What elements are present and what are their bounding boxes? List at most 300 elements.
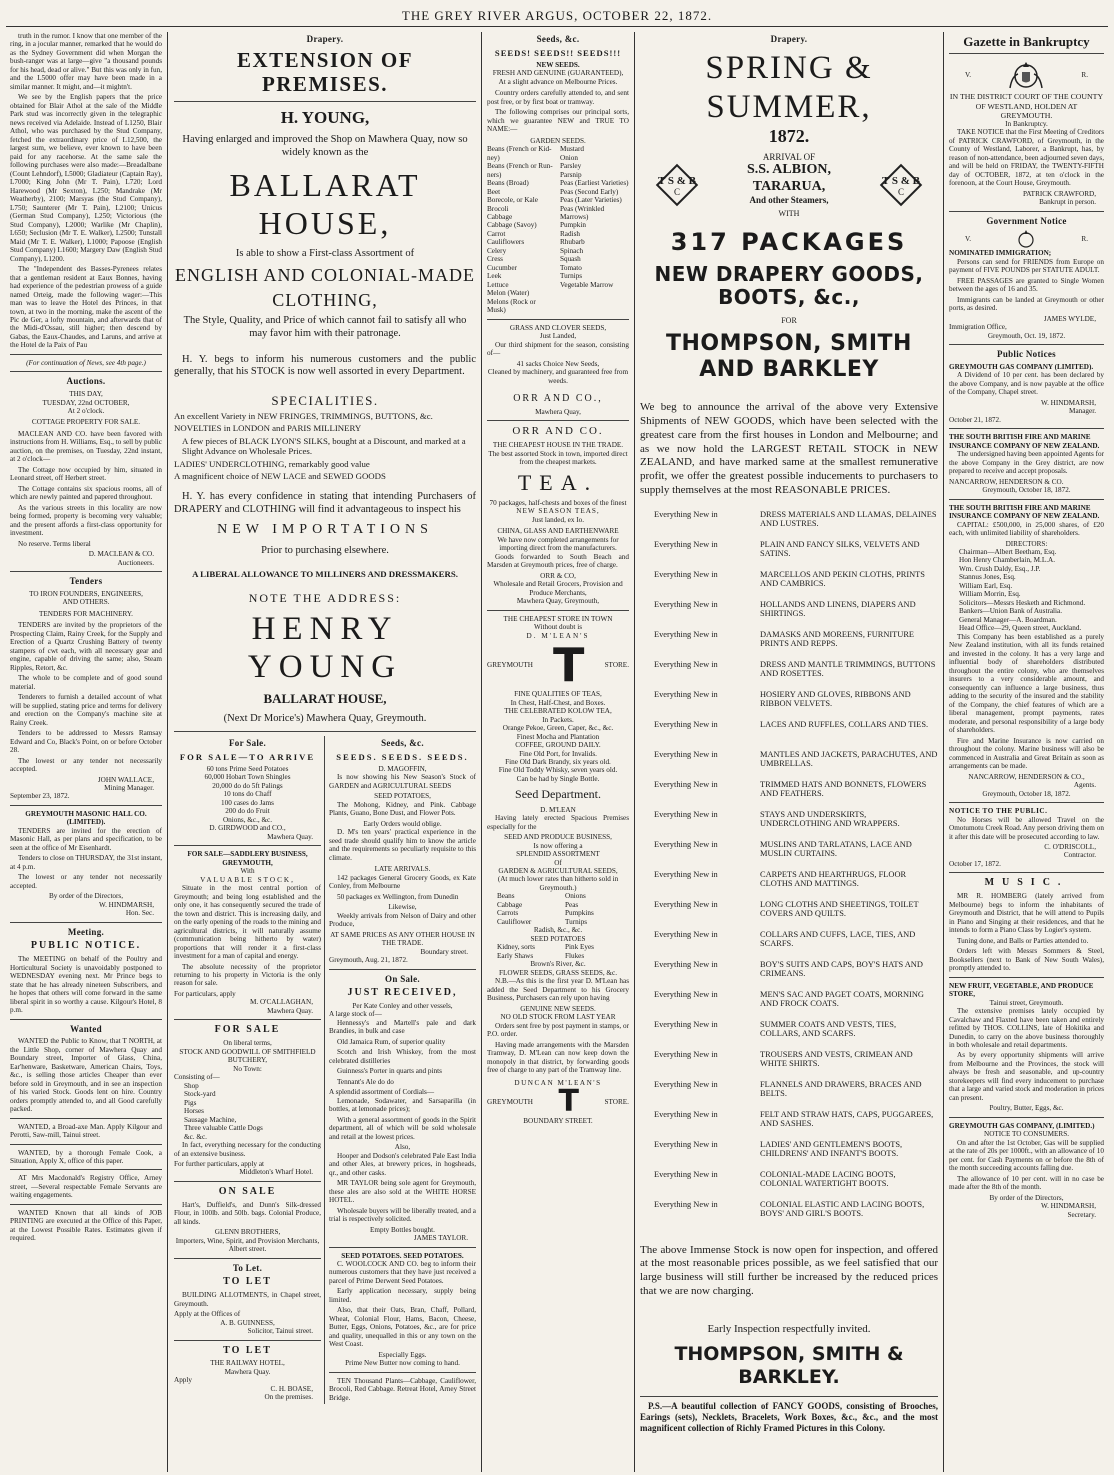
goods-list — [640, 510, 938, 1226]
divider — [487, 610, 629, 611]
text-line: Greymouth, October 18, 1872. — [982, 486, 1071, 495]
divider — [949, 872, 1104, 873]
text-line: Onions, &c., &c. — [222, 815, 273, 824]
text-line: Fine Old Toddy Whisky, seven years old. — [498, 766, 618, 775]
text-line: In Chest, Half-Chest, and Boxes. — [510, 698, 606, 707]
divider — [949, 428, 1104, 429]
text-line: TAKE NOTICE that the First Meeting of Creditors of PATRICK CRAWFORD, of Greymouth, in the County of Westland, Laborer, a Bankrupt, has, by reason of non-attendance, been adjourned seven days, and will be held on FRIDAY, the TWENTY-FIFTH day of OCTOBER, 1872, at ten o'clock in the forenoon, at the Court House, Greymouth. — [949, 128, 1104, 188]
text-line: GREYMOUTH GAS COMPANY (LIMITED). — [949, 362, 1094, 371]
text-line: Brown's River, &c. — [530, 960, 586, 969]
text-line: Mawhera Quay. — [267, 1006, 313, 1015]
announcement-paragraph: We beg to announce the arrival of the above very Extensive Shipments of NEW GOODS, which have been selected with the greatest care from the first houses in London and Melbourne; and as we now hold the LARGEST RETAIL STOCK in NEW ZEALAND, and have marked same at the smallest remunerative profit, we offer the greatest possible inducements to purchasers to supply themselves at the most REASONABLE PRICES. — [640, 401, 938, 496]
text-line: Pumpkin — [560, 221, 586, 230]
text-line: V. — [965, 71, 972, 80]
text-line: Just landed, ex Io. — [531, 515, 585, 524]
text-line: T S & B — [657, 175, 696, 188]
text-line: Manager. — [1069, 407, 1096, 416]
text-line: A splendid assortment of Cordials— — [329, 1088, 435, 1097]
text-line: Radish — [560, 229, 580, 238]
arrival-block — [640, 152, 938, 219]
tender-ad — [10, 590, 162, 801]
column-divider — [167, 32, 168, 1472]
text-line: Poultry, Butter, Eggs, &c. — [989, 1104, 1064, 1113]
text-line: Carrots — [497, 909, 519, 918]
text-line: Cleaned by machinery, and guaranteed free from weeds. — [487, 368, 629, 385]
text-line: Cress — [487, 255, 503, 264]
text-line: 100 cases do Jams — [221, 798, 274, 807]
text-line: FOR SALE—TO ARRIVE — [179, 751, 316, 762]
new-importations-headline: NEW IMPORTATIONS — [217, 522, 433, 538]
classified-two-col — [174, 736, 476, 1404]
text-line: NOTICE TO CONSUMERS. — [984, 1130, 1069, 1139]
text-line: Lemonade, Sodawater, and Sarsaparilla (in bottles, at lemonade prices); — [329, 1096, 476, 1114]
text-line: (At much lower rates than hitherto sold in Greymouth.) — [497, 875, 619, 892]
text-line: BUILDING ALLOTMENTS, in Chapel street, Greymouth. — [174, 1291, 321, 1308]
text-line: M. O'CALLAGHAN, — [250, 998, 313, 1007]
text-line: Just Landed, — [539, 332, 577, 341]
text-line: Per Kate Conley and other vessels, — [352, 1001, 453, 1010]
text-line: IN THE DISTRICT COURT OF THE COUNTY OF WESTLAND, HOLDEN AT GREYMOUTH. — [949, 92, 1104, 120]
text-line: Early Orders would oblige. — [363, 819, 442, 828]
column-drapery-tsb — [636, 32, 942, 1472]
list-item — [640, 1170, 938, 1196]
sale-list — [174, 765, 321, 824]
text-line: Of — [554, 858, 562, 867]
text-line: With a general assortment of goods in the Spirit department, all of which will be sold wholesale and retail at the lowest prices. — [329, 1115, 476, 1141]
specialities-heading: SPECIALITIES. — [271, 392, 379, 408]
text-line: The lowest or any tender not necessarily accepted. — [10, 873, 162, 890]
text-line: No reserve. Terms liberal — [18, 539, 91, 548]
text-line: D. M'LEAN'S — [526, 631, 590, 640]
text-line: LACES AND RUFFLES, COLLARS AND TIES. — [760, 719, 929, 729]
text-line: COLONIAL-MADE LACING BOOTS, COLONIAL WATERTIGHT BOOTS. — [760, 1169, 896, 1189]
text-line: Agents. — [1073, 781, 1096, 790]
text-line: DRESS AND MANTLE TRIMMINGS, BUTTONS AND ROSETTES. — [760, 659, 936, 679]
text-line: The whole to be complete and of good sound material. — [10, 674, 162, 691]
spring-summer-headline: SPRING & SUMMER, — [705, 49, 873, 125]
text-line: Chairman—Albert Beetham, Esq. — [959, 548, 1057, 556]
text-line: D. M's ten years' practical experience in the seed trade should qualify him to know the article and the requirements so peculiarly requisite to this climate. — [329, 828, 476, 862]
text-line: In fact, everything necessary for the conducting of an extensive business. — [174, 1141, 321, 1158]
text-line: Beans (Broad) — [487, 179, 529, 188]
text-line: TRIMMED HATS AND BONNETS, FLOWERS AND FEATHERS. — [760, 779, 927, 799]
text-line: TROUSERS AND VESTS, CRIMEAN AND WHITE SHIRTS. — [760, 1049, 913, 1069]
text-line: The extensive premises lately occupied by Cavalchaw and Flaxted have been taken and entirely refitted by THOS. COLLINS, late of Hokitika and Dunedin, to carry on the above business thoroughly in both wholesale and retail departments. — [949, 1007, 1104, 1049]
text-line: THIS DAY, — [69, 390, 103, 399]
text-line: Leek — [487, 272, 502, 281]
text-line: NOTICE TO THE PUBLIC. — [949, 807, 1048, 816]
text-line: GREYMOUTH MASONIC HALL CO. (LIMITED). — [25, 809, 147, 827]
royal-arms-row — [949, 58, 1104, 92]
text-line: Beet — [487, 187, 501, 196]
text-line: Likewise, — [388, 903, 417, 912]
public-notice-title: PUBLIC NOTICE. — [30, 940, 142, 952]
tea-headline: TEA. — [517, 469, 599, 495]
text-line: And other Steamers, — [749, 195, 829, 206]
text-line: For further particulars, apply at — [174, 1160, 265, 1168]
text-line: As the various streets in this locality are now being formed, property is becoming very valuable; and the present affords a first-class opportunity for investment. — [10, 503, 162, 538]
section-heading-drapery: Drapery. — [306, 34, 344, 44]
text-line: Tainui street, Greymouth. — [989, 998, 1064, 1007]
list-item — [640, 1080, 938, 1106]
text-line: Everything New in — [654, 539, 718, 549]
text-line: Everything New in — [654, 1199, 718, 1209]
text-line: The best assorted Stock in town, imported direct from the cheapest markets. — [488, 449, 628, 467]
text-line: The absolute necessity of the proprietor returning to his property in Victoria is the only reason for sale. — [174, 962, 321, 988]
wanted-ad: WANTED the Public to Know, that T NORTH, at the Little Shop, corner of Mawhera Quay and Boundary street, Importer of Glass, China, Ear'henware, Basketware, American Chairs, Toys, &c., is selling those articles Cheaper than ever before sold in Greymouth, and in see an inspection of his varied Stock. Goods lent on hire. Country orders promptly attended to, and all Good carefully packed. — [10, 1037, 162, 1114]
divider — [174, 1019, 321, 1020]
text-line: Peas (Later Varieties) — [560, 196, 622, 205]
text-line: GRASS AND CLOVER SEEDS, — [509, 323, 607, 332]
list-item — [640, 720, 938, 746]
text-line: Squash — [560, 255, 581, 264]
text-line: SEEDS! SEEDS!! SEEDS!!! — [494, 47, 622, 58]
text-line: The lowest or any tender not necessarily accepted. — [10, 756, 162, 774]
text-line: No Horses will be allowed Travel on the Omotumotu Creek Road. Any person driving them on it after this date will be prosecuted according to law. — [949, 815, 1104, 841]
text-line: Hooper and Dodson's celebrated Pale East India and other Ales, at brewery prices, in hogsheads, qr., and other casks. — [329, 1151, 476, 1177]
section-heading-drapery: Drapery. — [770, 34, 808, 44]
divider — [10, 805, 162, 806]
text-line: Prior to purchasing elsewhere. — [261, 544, 389, 556]
text-line: MUSLINS AND TARLATANS, LACE AND MUSLIN CURTAINS. — [760, 839, 912, 859]
section-heading-on-sale: On Sale. — [385, 973, 420, 984]
text-line: V. — [965, 235, 972, 244]
text-line: Everything New in — [654, 659, 718, 669]
column-news-auctions — [6, 32, 166, 1472]
section-heading-meeting: Meeting. — [67, 926, 105, 937]
section-heading-seeds: Seeds, &c. — [381, 738, 424, 749]
text-line: NEW SEEDS. — [536, 60, 580, 69]
text-line: C. O'DRISCOLL, — [1044, 842, 1096, 851]
text-line: Pigs — [184, 1098, 197, 1107]
text-line: An excellent Variety in NEW FRINGES, TRIMMINGS, BUTTONS, &c. — [174, 411, 433, 422]
text-line: By order of the Directors, — [989, 1193, 1064, 1202]
text-line: 10 tons do Chaff — [223, 790, 272, 799]
divider — [329, 1372, 476, 1373]
text-line: At a slight advance on Melbourne Prices. — [498, 77, 618, 86]
text-line: Everything New in — [654, 839, 718, 849]
masthead-rule — [6, 26, 1108, 27]
text-line: Beans (French or Run-ners) — [487, 162, 553, 179]
text-line: 60,000 Hobart Town Shingles — [204, 773, 291, 782]
news-paragraph: The "Independent des Basses-Pyrenees relates that a gentleman resident at Eaux Bonnes, having had experience of the pedestrian prowess of a guide named Orteig, made the following wager:—This man was to leave the Hotel des Princes, in that town, at two in the morning, make the ascent of the Pic de Ger, a lofty mountain, and afterwards that of the Midi-d'Ossau, still higher; then descend by Gabas, the Eaux-Chaudes, and Laruns, and arrive at the Hotel de la Paix of Pau — [10, 265, 162, 350]
text-line: D. M'LEAN — [540, 805, 576, 814]
text-line: Spinach — [560, 246, 584, 255]
divider — [949, 499, 1104, 500]
text-line: LONG CLOTHS AND SHEETINGS, TOILET COVERS AND QUILTS. — [760, 899, 919, 919]
text-line: Orders left with Messrs Sommers & Steel, Booksellers (next to Bank of New South Wales), promptly attended to. — [949, 947, 1104, 973]
text-line: D. MACLEAN & CO. — [88, 550, 154, 559]
text-line: 50 packages ex Wellington, from Dunedin — [337, 892, 459, 901]
text-line: Country orders carefully attended to, and sent post free, or by first boat or tramway. — [487, 89, 629, 106]
text-line: C. WOOLCOCK AND CO. beg to inform their numerous customers that they have just received a parcel of Prime Derwent Seed Potatoes. — [329, 1260, 476, 1285]
text-line: Rhubarb — [560, 238, 585, 247]
list-item — [640, 1140, 938, 1166]
text-line: Everything New in — [654, 1049, 718, 1059]
text-line: Everything New in — [654, 779, 718, 789]
text-line: Brocoli — [487, 204, 509, 213]
tsb-headline: THOMPSON, SMITH AND BARKLEY — [666, 331, 912, 383]
gazette-heading: Gazette in Bankruptcy — [963, 34, 1090, 49]
text-line: DRESS MATERIALS AND LLAMAS, DELAINES AND LUSTRES. — [760, 509, 937, 529]
text-line: Turnips — [565, 917, 588, 926]
english-colonial-headline: ENGLISH AND COLONIAL-MADE — [175, 264, 475, 285]
stock-paragraph: The above Immense Stock is now open for inspection, and offered at the most reasonable prices possible, as we feel satisfied that our large business will still further be increased by the reduced prices that we are now charging. — [640, 1243, 938, 1297]
text-line: Middleton's Wharf Hotel. — [239, 1168, 313, 1177]
text-line: ORR & CO, — [540, 571, 576, 580]
text-line: By order of the Directors, — [48, 892, 124, 901]
text-line: Everything New in — [654, 869, 718, 879]
text-line: Mawhera Quay, Greymouth, — [516, 597, 600, 606]
text-line: Fine Old Port, for Invalids. — [519, 749, 597, 758]
text-line: DAMASKS AND MOREENS, FURNITURE PRINTS AND REPPS. — [760, 629, 915, 649]
text-line: General Manager—A. Boardman. — [959, 615, 1057, 624]
text-line: MACLEAN AND CO. have been favored with instructions from H. Williams, Esq., to sell by public auction, on the premises, on Tuesday, 22nd instant, at 2 o'clock— — [10, 429, 162, 464]
text-line: 20,000 do do 5ft Palings — [212, 781, 283, 790]
text-line: FOR SALE — [214, 1024, 281, 1036]
text-line: GENUINE NEW SEEDS. — [520, 1004, 596, 1013]
list-item — [640, 690, 938, 716]
text-line: Tennant's Ale do do — [337, 1077, 394, 1086]
text-line: Hart's, Duffield's, and Dunn's Silk-dressed Flour, in 100lb. and 50lb. bags. Colonial Produce, all kinds. — [174, 1200, 321, 1226]
divider — [949, 1117, 1104, 1118]
text-line: THE CELEBRATED KOLOW TEA, — [504, 707, 612, 716]
text-line: W. HINDMARSH, — [98, 900, 154, 909]
text-line: Melon (Water) — [487, 289, 530, 298]
divider — [10, 1019, 162, 1020]
text-line: Stannus Jones, Esq. — [959, 573, 1016, 582]
text-line: Old Jamaica Rum, of superior quality — [337, 1037, 446, 1046]
text-line: TARARUA, — [752, 178, 826, 194]
text-line: The allowance of 10 per cent. will in no case be made after the 8th of the month. — [949, 1174, 1104, 1192]
text-line: Solicitor, Tainui street. — [247, 1327, 313, 1336]
text-line: Mawhera Quay. — [224, 1367, 271, 1376]
text-line: A Dividend of 10 per cent. has been declared by the above Company, and is now payable at the office of the Company, Chapel street. — [949, 371, 1104, 397]
text-line: TENDERS are invited for the erection of Masonic Hall, as per plans and specification, to be seen at the office of Mr Eisenhardt. — [10, 826, 162, 852]
text-line: Fire and Marine Insurance is now carried on throughout the colony. Marine business will also be commenced in Australia and Great Britain as soon as arrangements can be made. — [949, 736, 1104, 771]
text-line: Everything New in — [654, 1109, 718, 1119]
text-line: Bankrupt in person. — [1039, 198, 1096, 207]
column-divider — [943, 32, 944, 1472]
text-line: William Earl, Esq. — [959, 581, 1013, 590]
text-line: Apply — [174, 1376, 192, 1385]
text-line: W. HINDMARSH, — [1040, 1202, 1096, 1211]
divider — [174, 1181, 321, 1182]
text-line: CHINA, GLASS AND EARTHENWARE — [497, 527, 619, 536]
postscript: P.S.—A beautiful collection of FANCY GOODS, consisting of Brooches, Earings (sets), Necklets, Bracelets, Work Boxes, &c., &c., and the most magnificent collection of Richly Framed Pictures in this Colony. — [640, 1401, 938, 1433]
text-line: FLANNELS AND DRAWERS, BRACES AND BELTS. — [760, 1079, 922, 1099]
henry-young-headline: HENRY YOUNG — [247, 610, 403, 686]
text-line: Cauliflowers — [487, 238, 525, 247]
text-line: Greymouth, October 18, 1872. — [982, 789, 1071, 798]
text-line: Onion — [560, 153, 578, 162]
text-line: Bankers—Union Bank of Australia. — [959, 607, 1063, 616]
h-young-name: H. YOUNG, — [280, 108, 370, 128]
text-line: C — [897, 187, 904, 198]
text-line: Peas — [565, 900, 579, 909]
text-line: Kidney, sorts — [497, 943, 535, 952]
list-item — [640, 1020, 938, 1046]
continuation-note: (For continuation of News, see 4th page.) — [26, 358, 146, 367]
section-heading-public-notices: Public Notices — [997, 349, 1056, 360]
text-line: Everything New in — [654, 929, 718, 939]
text-line: BOY'S SUITS AND CAPS, BOY'S HATS AND CRIMEANS. — [760, 959, 923, 979]
text-line: Pumpkins — [565, 909, 594, 918]
text-line: NEW SEASON TEAS, — [516, 507, 600, 516]
list-item — [640, 900, 938, 926]
text-line: Finest Mocha and Plantation — [516, 732, 600, 741]
text-line: CLOTHING, — [272, 290, 378, 311]
text-line: &c. &c. — [184, 1132, 207, 1141]
t-logo: T — [558, 1084, 579, 1120]
text-line: FLOWER SEEDS, GRASS SEEDS, &c. — [498, 968, 617, 977]
t-logo: T — [553, 638, 585, 693]
text-line: NANCARROW, HENDERSON & CO., — [968, 772, 1085, 781]
column-drapery-young — [170, 32, 480, 1472]
text-line: NOVELTIES in LONDON and PARIS MILLINERY — [174, 423, 362, 434]
text-line: Pink Eyes — [565, 943, 594, 952]
text-line: Wholesale buyers will be liberally treated, and a trial is respectively solicited. — [329, 1206, 476, 1224]
text-line: Cabbage (Savoy) — [487, 221, 537, 230]
text-line: On and after the 1st October, Gas will be supplied at the rate of 20s per 1000ft., with an allowance of 10 per cent. for Cash Payments on or before the 8th of the month succeeding accounts falling due. — [949, 1138, 1104, 1173]
text-line: BALLARAT HOUSE, — [263, 691, 387, 707]
text-line: The Mohong, Kidney, and Pink. Cabbage Plants, Guano, Bone Dust, and Flower Pots. — [329, 800, 476, 818]
text-line: CAPITAL: £500,000, in 25,000 shares, of £20 each, with unlimited liability of shareholders. — [949, 520, 1104, 538]
text-line: FREE PASSAGES are granted to Single Women between the ages of 16 and 35. — [949, 276, 1104, 294]
text-line: On the premises. — [264, 1393, 313, 1402]
text-line: Stock-yard — [184, 1090, 216, 1099]
masonic-hall-ad — [10, 810, 162, 918]
text-line: MARCELLOS AND PEKIN CLOTHS, PRINTS AND CAMBRICS. — [760, 569, 925, 589]
text-line: SEED AND PRODUCE BUSINESS, — [504, 833, 612, 842]
text-line: Turnips — [560, 272, 583, 281]
text-line: Greymouth, Aug. 21, 1872. — [329, 956, 408, 965]
text-line: Everything New in — [654, 689, 718, 699]
text-line: Everything New in — [654, 1019, 718, 1029]
text-line: NANCARROW, HENDERSON & CO. — [949, 477, 1064, 486]
text-line: N.B.—As this is the first year D. M'Lean has added the Seed Department to his Grocery Business, Purchasers can rely upon having — [487, 977, 629, 1003]
text-line: FOR — [781, 315, 797, 325]
text-line: FRESH AND GENUINE (GUARANTEED), — [492, 69, 624, 78]
text-line: In Packets. — [542, 715, 574, 724]
text-line: Tenders to close on THURSDAY, the 31st instant, at 4 p.m. — [10, 854, 162, 871]
text-line: Is now offering a — [533, 841, 583, 850]
extension-headline: EXTENSION OF PREMISES. — [236, 47, 414, 97]
list-item — [640, 570, 938, 596]
text-line: GREYMOUTH — [487, 1097, 533, 1106]
list-item — [640, 780, 938, 806]
text-line: October 17, 1872. — [949, 859, 1001, 868]
text-line: A. B. GUINNESS, — [220, 1318, 275, 1327]
text-line: 70 packages, half-chests and boxes of the finest — [489, 498, 627, 507]
text-line: TEN Thousand Plants—Cabbage, Cauliflower, Brocoli, Red Cabbage. Retreat Hotel, Arney Street Bridge. — [329, 1376, 476, 1402]
text-line: Without doubt is — [533, 623, 583, 632]
wanted-ad: WANTED, by a thorough Female Cook, a Situation, Apply X, office of this paper. — [10, 1148, 162, 1165]
wanted-ad: AT Mrs Macdonald's Registry Office, Arney street, —Several respectable Female Servants are waiting engagements. — [10, 1174, 162, 1200]
news-paragraph: truth in the rumor. I know that one member of the ring, in a jocular manner, remarked that he would do as the Sydney Government did when Morgan the bush-ranger was at large—give "a thousand pounds for his head, dead or alive." But this was only in fun, and the L5000 offer may have been made in a similar manner. It might, and—it mightn't. — [10, 32, 162, 91]
text-line: Immigration Office, — [949, 323, 1007, 332]
text-line: Everything New in — [654, 719, 718, 729]
text-line: TO LET — [223, 1344, 272, 1356]
text-line: Persons can send for FRIENDS from Europe on payment of FIVE POUNDS per STATUTE ADULT. — [949, 257, 1104, 275]
text-line: Auctioneers. — [117, 558, 154, 567]
list-item — [640, 930, 938, 956]
store-logo-row — [487, 638, 629, 693]
divider — [10, 1118, 162, 1119]
text-line: STOCK AND GOODWILL OF SMITHFIELD BUTCHERY, — [179, 1047, 316, 1065]
text-line: The Cottage contains six spacious rooms, all of which are newly painted and papered throughout. — [10, 484, 162, 502]
text-line: 1872. — [768, 126, 810, 147]
text-line: Also, that their Oats, Bran, Chaff, Pollard, Wheat, Colonial Flour, Hams, Bacon, Cheese, Butter, Eggs, Onions, Potatoes, &c., are for price and quality, unequalled in this or any town on the West Coast. — [329, 1306, 476, 1349]
text-line: SEED POTATOES — [530, 934, 586, 943]
text-line: D. GIRDWOOD and CO., — [209, 824, 286, 833]
text-line: Everything New in — [654, 959, 718, 969]
text-line: MANTLES AND JACKETS, PARACHUTES, AND UMBRELLAS. — [760, 749, 938, 769]
text-line: COTTAGE PROPERTY FOR SALE. — [31, 418, 141, 427]
new-drapery-headline: NEW DRAPERY GOODS, BOOTS, &c., — [654, 261, 924, 310]
directors-list — [949, 548, 1104, 633]
text-line: The undersigned having been appointed Agents for the above Company in the Grey district, are now prepared to receive and accept proposals. — [949, 450, 1104, 476]
divider — [949, 53, 1104, 54]
text-line: MR TAYLOR being sole agent for Greymouth, these ales are also sold at the WHITE HORSE HOTEL. — [329, 1179, 476, 1205]
text-line: Everything New in — [654, 1079, 718, 1089]
text-line: JAMES TAYLOR. — [413, 1234, 468, 1243]
text-line: HOSIERY AND GLOVES, RIBBONS AND RIBBON VELVETS. — [760, 689, 911, 709]
list-item — [640, 630, 938, 656]
text-line: Early Inspection respectfully invited. — [707, 1322, 871, 1335]
section-heading-for-sale: For Sale. — [228, 738, 267, 749]
text-line: JOHN WALLACE, — [97, 775, 154, 784]
text-line: SUMMER COATS AND VESTS, TIES, COLLARS, AND SCARFS. — [760, 1019, 897, 1039]
column-gazette-notices — [945, 32, 1108, 1472]
text-line: Is able to show a First-class Assortment of — [235, 248, 415, 260]
specialities-list — [174, 411, 476, 481]
text-line: Fine Old Dark Brandy, six years old. — [505, 757, 611, 766]
packages-headline: 317 PACKAGES — [670, 228, 908, 257]
text-line: October 21, 1872. — [949, 415, 1001, 424]
text-line: DIRECTORS: — [1005, 539, 1048, 548]
text-line: COLLARS AND CUFFS, LACE, TIES, AND SCARFS. — [760, 929, 916, 949]
ballarat-house-headline: BALLARAT HOUSE, — [229, 166, 421, 241]
text-line: H. Y. has every confidence in stating that intending Purchasers of DRAPERY and CLOTHING will find it advantageous to inspect his — [174, 491, 476, 515]
text-line: WITH — [778, 208, 800, 218]
text-line: No Town: — [233, 1064, 262, 1073]
text-line: TO IRON FOUNDERS, ENGINEERS, — [29, 589, 143, 598]
text-line: Guinness's Porter in quarts and pints — [337, 1067, 442, 1076]
text-line: At 2 o'clock. — [67, 406, 105, 415]
text-line: Horses — [184, 1107, 204, 1116]
text-line: Mining Manager. — [104, 784, 154, 792]
divider — [329, 969, 476, 970]
text-line: TENDERS are invited by the proprietors of the Prospecting Claim, Rainy Creek, for the Supply and Erection of a Quartz Crushing Battery of twenty stampers of cwt each, with all necessary gear and engine, capable of driving the same; also, Steam Ripples, Retort, &c. — [10, 621, 162, 672]
text-line: LADIES' AND GENTLEMEN'S BOOTS, CHILDRENS' AND INFANT'S BOOTS. — [760, 1139, 903, 1159]
text-line: This Company has been established as a purely New Zealand institution, with all its funds retained and invested in the colony. It has a very large and influential body of shareholders distributed throughout the entire colony, who are themselves insurers to a very considerable amount, and consequently can influence a large business, thus adding to the security of the insured and the stability of the Company, the chief features of which are a liberal management, prompt payments, rates moderate, and personal responsibility of a large body of shareholders. — [949, 632, 1104, 735]
text-line: FINE QUALITIES OF TEAS, — [514, 690, 602, 699]
text-line: 142 packages General Grocery Goods, ex Kate Conley, from Melbourne — [329, 873, 476, 891]
text-line: W. HINDMARSH, — [1040, 398, 1096, 407]
text-line: Mustard — [560, 145, 584, 154]
text-line: Tenders to be addressed to Messrs Ramsay Edward and Co, Black's Point, on or before October 28. — [10, 729, 162, 755]
text-line: Vegetable Marrow — [560, 280, 614, 289]
text-line: Carrot — [487, 229, 506, 238]
text-line: A few pieces of BLACK LYON'S SILKS, bought at a Discount, and marked at a Slight Advance on Wholesale Prices. — [182, 435, 466, 457]
text-line: SEED POTATOES. SEED POTATOES. — [341, 1251, 464, 1260]
text-line: A large stock of— — [329, 1010, 382, 1019]
divider — [949, 344, 1104, 345]
text-line: Shop — [184, 1081, 199, 1090]
text-line: Head Office—29, Queen street, Auckland. — [959, 624, 1082, 633]
text-line: Everything New in — [654, 1139, 718, 1149]
